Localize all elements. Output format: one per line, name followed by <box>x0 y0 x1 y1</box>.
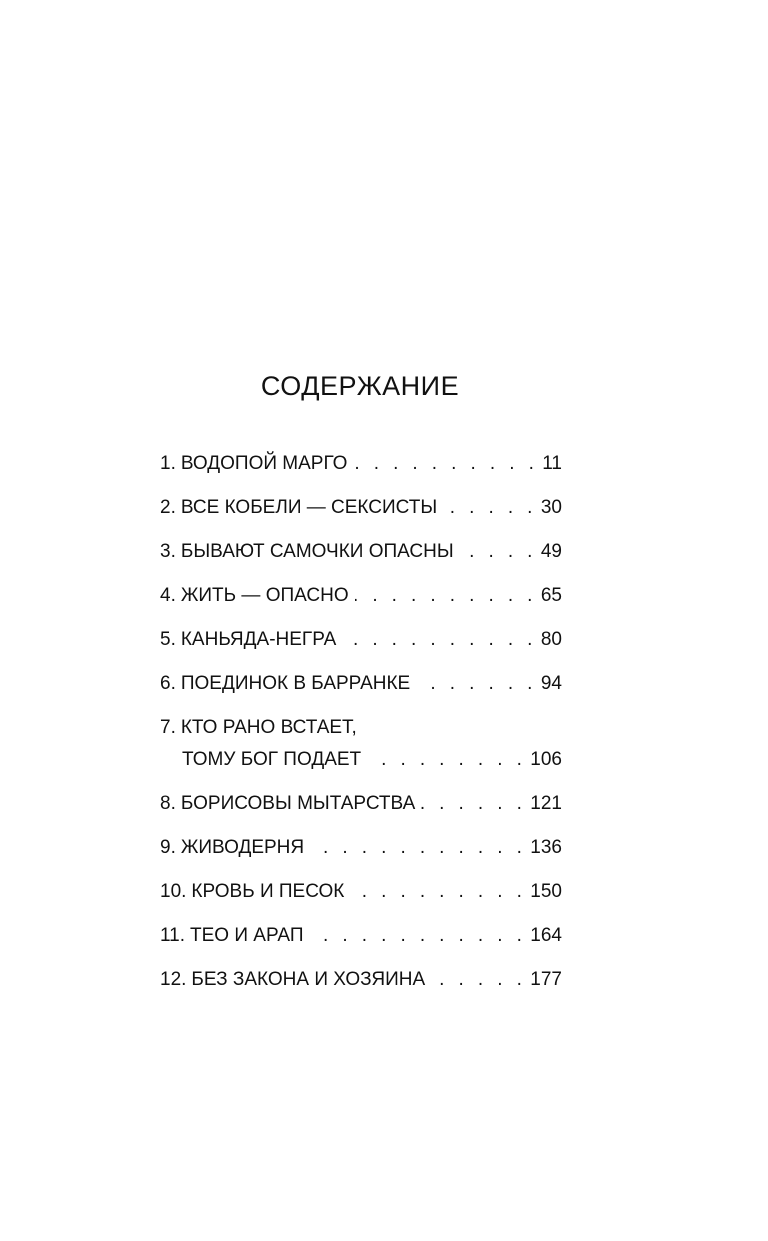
dot-leader <box>310 836 526 860</box>
chapter-number: 3. <box>160 541 176 562</box>
chapter-number: 10. <box>160 881 187 902</box>
page-number: 94 <box>540 673 562 694</box>
chapter-number: 7. <box>160 717 176 738</box>
dot-leader <box>353 452 538 476</box>
chapter-number: 12. <box>160 969 187 990</box>
dot-leader <box>416 672 537 696</box>
dot-leader <box>342 628 537 652</box>
chapter-title: КАНЬЯДА-НЕГРА <box>180 629 337 650</box>
page-number: 106 <box>530 749 562 770</box>
chapter-number: 2. <box>160 497 176 518</box>
chapter-title: КТО РАНО ВСТАЕТ, <box>180 717 357 738</box>
chapter-number: 11. <box>160 925 186 946</box>
page-number: 136 <box>530 837 562 858</box>
toc-entry <box>160 452 562 496</box>
chapter-title: БОРИСОВЫ МЫТАРСТВА <box>180 793 416 814</box>
chapter-number: 5. <box>160 629 176 650</box>
chapter-title-continued: ТОМУ БОГ ПОДАЕТ <box>182 749 362 770</box>
chapter-number: 6. <box>160 673 176 694</box>
dot-leader <box>367 748 526 772</box>
chapter-title: БЫВАЮТ САМОЧКИ ОПАСНЫ <box>180 541 454 562</box>
toc-entry <box>160 924 562 968</box>
chapter-number: 4. <box>160 585 176 606</box>
dot-leader <box>350 880 526 904</box>
toc-entry <box>160 716 562 792</box>
toc-entry <box>160 880 562 924</box>
dot-leader <box>421 792 526 816</box>
toc-entry <box>160 496 562 540</box>
page-number: 150 <box>530 881 562 902</box>
chapter-title: БЕЗ ЗАКОНА И ХОЗЯИНА <box>191 969 426 990</box>
dot-leader <box>431 968 526 992</box>
chapter-title: ВСЕ КОБЕЛИ — СЕКСИСТЫ <box>180 497 438 518</box>
chapter-title: ЖИТЬ — ОПАСНО <box>180 585 349 606</box>
page-number: 164 <box>530 925 562 946</box>
chapter-title: ПОЕДИНОК В БАРРАНКЕ <box>180 673 411 694</box>
chapter-title: ВОДОПОЙ МАРГО <box>180 453 348 474</box>
page-number: 11 <box>542 453 562 474</box>
toc-entry <box>160 968 562 1012</box>
chapter-title: КРОВЬ И ПЕСОК <box>191 881 345 902</box>
toc-entry <box>160 628 562 672</box>
chapter-number: 1. <box>160 453 176 474</box>
dot-leader <box>443 496 537 520</box>
dot-leader <box>460 540 537 564</box>
toc-list <box>160 452 562 1012</box>
toc-entry <box>160 792 562 836</box>
page-number: 80 <box>540 629 562 650</box>
page-number: 65 <box>540 585 562 606</box>
dot-leader <box>309 924 526 948</box>
page-number: 121 <box>530 793 562 814</box>
chapter-title: ЖИВОДЕРНЯ <box>180 837 305 858</box>
toc-entry <box>160 672 562 716</box>
dot-leader <box>355 584 537 608</box>
toc-entry <box>160 836 562 880</box>
page-number: 49 <box>540 541 562 562</box>
toc-title: СОДЕРЖАНИЕ <box>260 371 460 401</box>
page-number: 30 <box>540 497 562 518</box>
toc-entry <box>160 584 562 628</box>
toc-entry <box>160 540 562 584</box>
chapter-title: ТЕО И АРАП <box>190 925 304 946</box>
page-number: 177 <box>530 969 562 990</box>
chapter-number: 9. <box>160 837 176 858</box>
chapter-number: 8. <box>160 793 176 814</box>
